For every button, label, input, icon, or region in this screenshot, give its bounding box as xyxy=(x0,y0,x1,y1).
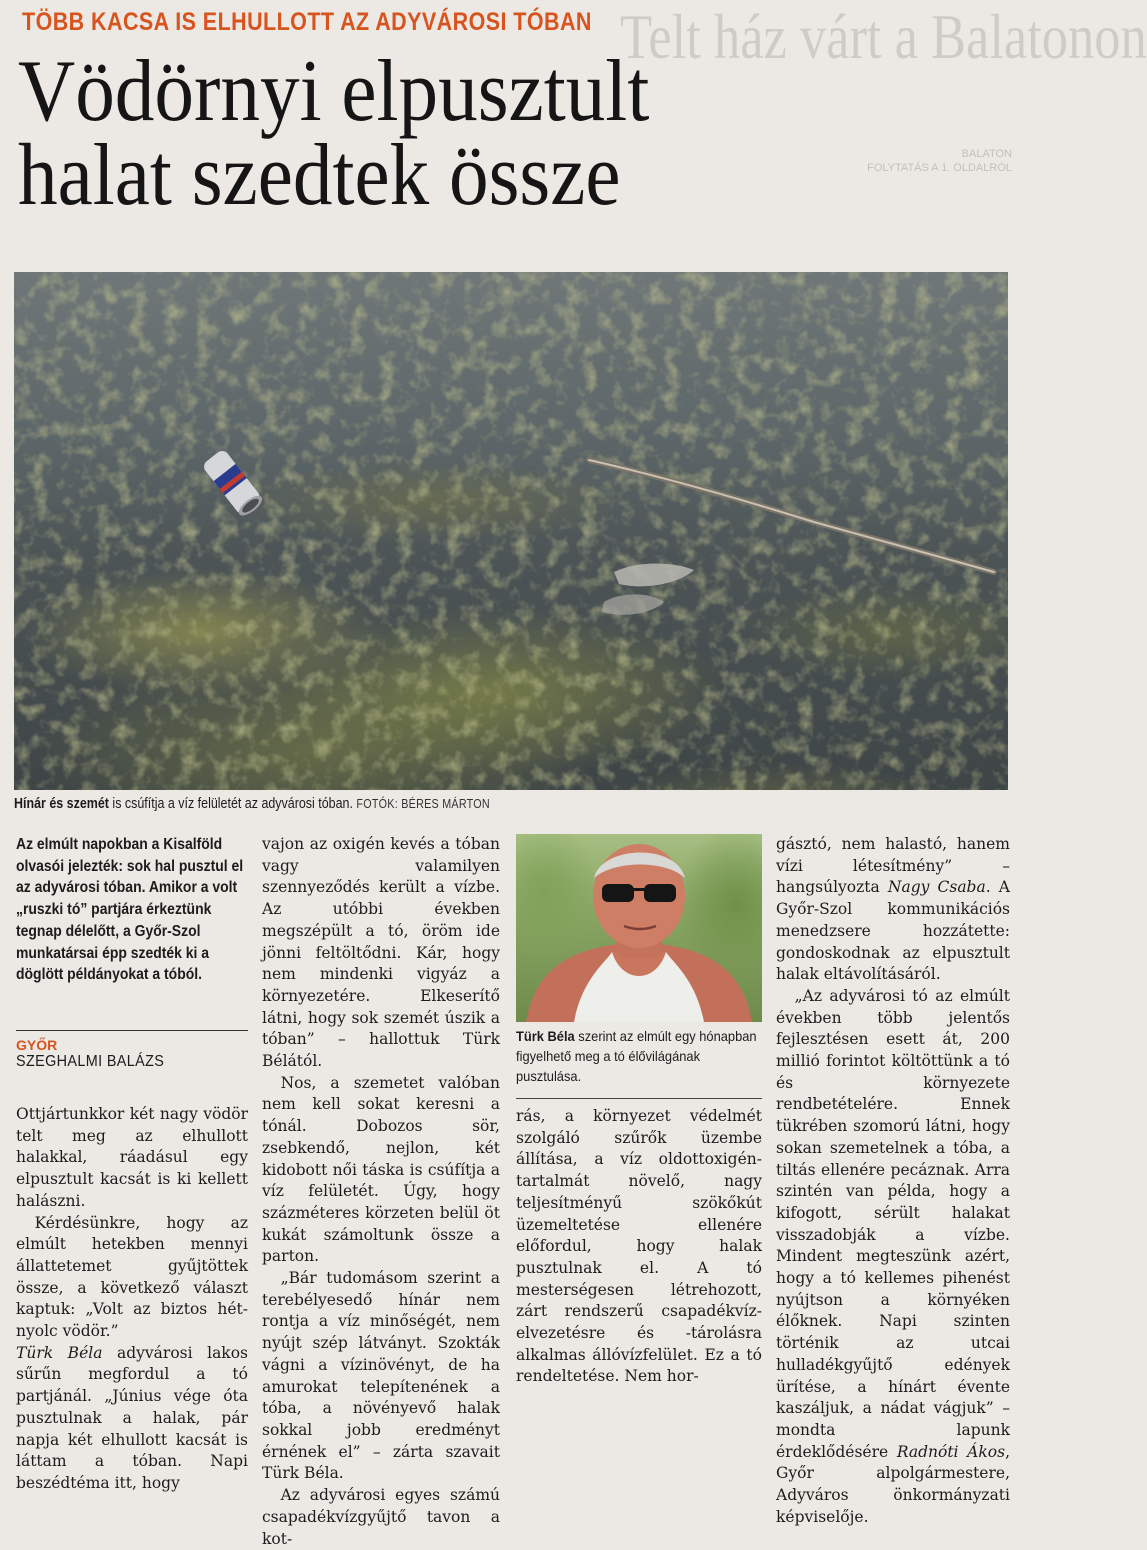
pond-photo-illustration xyxy=(14,272,1008,790)
byline xyxy=(16,1030,248,1071)
col4-quoted-name-1: Nagy Csaba xyxy=(887,878,986,897)
photo-caption-lead: Hínár és szemét xyxy=(14,796,109,812)
col1-paragraph-3-text: adyvárosi lakos sűrűn megfordul a tó partjánál. „Június vége óta pusztulnak a halak, pár napja két elhullott kacsát is láttam a tóban. Napi beszédtéma itt, hogy xyxy=(16,1343,248,1492)
article-lead: Az elmúlt napokban a Kisalföld olvasói jelezték: sok hal pusztul el az adyvárosi tóban. Amikor a volt „ruszki tó” partjára érkeztünk tegnap délelőtt, a Győr-Szol munkatársai épp szedték ki a döglött példányokat a tóból. xyxy=(16,836,244,984)
portrait-caption-name: Türk Béla xyxy=(516,1028,575,1044)
ghost-adjacent-continuation: FOLYTATÁS A 1. OLDALRÓL xyxy=(867,162,1012,174)
column-1-body xyxy=(16,1104,248,1495)
col4-quoted-name-2: Radnóti Ákos xyxy=(896,1442,1006,1461)
article-kicker: TÖBB KACSA IS ELHULLOTT AZ ADYVÁROSI TÓBAN xyxy=(22,8,592,36)
col1-paragraph-3 xyxy=(16,1343,248,1495)
column-3 xyxy=(516,1106,762,1388)
col1-quoted-name: Türk Béla xyxy=(16,1343,103,1362)
byline-rule xyxy=(16,1030,248,1031)
col2-paragraph-4: Az adyvárosi egyes számú csapadékvízgyűjtő tavon a kot- xyxy=(262,1486,500,1548)
portrait-illustration xyxy=(516,834,762,1022)
byline-place: GYŐR xyxy=(16,1037,58,1053)
col1-paragraph-1: Ottjártunkkor két nagy vödör telt meg az elhullott halakkal, ráadásul egy elpusztult kacsát is ki kellett halászni. xyxy=(16,1105,248,1210)
col4-paragraph-1 xyxy=(776,834,1010,986)
col4-paragraph-1-text-a: gásztó, nem halastó, hanem vízi létesítmény” – hangsúlyozta xyxy=(776,835,1010,897)
headline-line-2: halat szedtek össze xyxy=(18,127,621,224)
column-1 xyxy=(16,834,248,986)
col4-paragraph-1-text-b: . A Győr-Szol kommunikációs menedzsere hozzátette: gondoskodnak az elpusztult halak eltávolításáról. xyxy=(776,878,1010,984)
article-headline xyxy=(18,43,828,224)
portrait-photo xyxy=(516,834,762,1022)
col4-paragraph-2 xyxy=(776,986,1010,1529)
col2-paragraph-1: vajon az oxigén kevés a tóban vagy valamilyen szennyeződés került a vízbe. Az utóbbi években megszépült a tó, öröm ide jönni feltöltődni. Kár, hogy nem mindenki vigyáz a környezetére. Elkeserítő látni, hogy sok szemét úszik a tóban” – hallottuk Türk Bélától. xyxy=(262,835,500,1071)
ghost-adjacent-section: BALATON xyxy=(961,148,1012,160)
photo-caption-text: is csúfítja a víz felületét az adyvárosi tóban. xyxy=(108,796,353,812)
col1-paragraph-2: Kérdésünkre, hogy az elmúlt hetekben mennyi állattetemet gyűjtöttek össze, a következő választ kaptuk: „Volt az biztos hét-nyolc vödör.” xyxy=(16,1213,248,1341)
portrait-caption-text: szerint az elmúlt egy hónapban figyelhető meg a tó élővilágának pusztulása. xyxy=(516,1028,757,1084)
pond-surface-photo xyxy=(14,272,1008,790)
byline-author: SZEGHALMI BALÁZS xyxy=(16,1053,165,1070)
portrait-separator xyxy=(516,1098,762,1099)
col2-paragraph-3: „Bár tudomásom szerint a terebélyesedő hínár nem rontja a víz minőségét, nem nyújt szép látványt. Szokták vágni a vízinövényt, de ha amurokat telepítenének a tóba, a növényevő halak sokkal jobb eredményt érnének el” – zárta szavait Türk Béla. xyxy=(262,1269,500,1483)
photo-credit: FOTÓK: BÉRES MÁRTON xyxy=(356,797,490,811)
col3-paragraph-1: rás, a környezet védelmét szolgáló szűrők üzembe állítása, a víz oldottoxigén-tartalmát növelő, nagy teljesítményű szökőkút üzemeltetése ellenére előfordul, hogy halak pusztulnak el. A tó mesterségesen létrehozott, zárt rendszerű csapadékvíz-elvezetésre és -tárolásra alkalmas állóvízfelület. Ez a tó rendeltetése. Nem hor- xyxy=(516,1107,762,1386)
headline-line-1: Vödörnyi elpusztult xyxy=(18,43,650,140)
portrait-caption xyxy=(516,1026,761,1086)
column-4 xyxy=(776,834,1010,1529)
column-2 xyxy=(262,834,500,1550)
photo-caption xyxy=(14,796,869,812)
ghost-adjacent-headline: Telt ház várt a Balatonon xyxy=(620,1,1147,72)
col2-paragraph-2: Nos, a szemetet valóban nem kell sokat keresni a tónál. Dobozos sör, zsebkendő, nejlon, két kidobott női táska is csúfítja a víz felületét. Úgy, hogy százméteres körzeten belül öt kukát számoltunk össze a parton. xyxy=(262,1073,500,1266)
col4-paragraph-2-text: „Az adyvárosi tó az elmúlt években több jelentős fejlesztésen esett át, 200 millió forintot költöttünk a tó és környezete rendbetételére. Ennek tükrében szomorú látni, hogy sokan szemetelnek a tóba, a tiltás ellenére pecáznak. Arra szintén van példa, hogy a kifogott, sérült halakat visszadobják a vízbe. Mindent megteszünk azért, hogy a tó kellemes pihenést nyújtson a környéken élőknek. Napi szinten történik az utcai hulladékgyűjtő edények ürítése, a hínárt évente kaszáljuk, a nádat vágjuk” – mondta lapunk érdeklődésére xyxy=(776,986,1010,1461)
col4-paragraph-2-tail: , Győr alpolgármestere, Adyváros önkormányzati képviselője. xyxy=(776,1442,1010,1526)
